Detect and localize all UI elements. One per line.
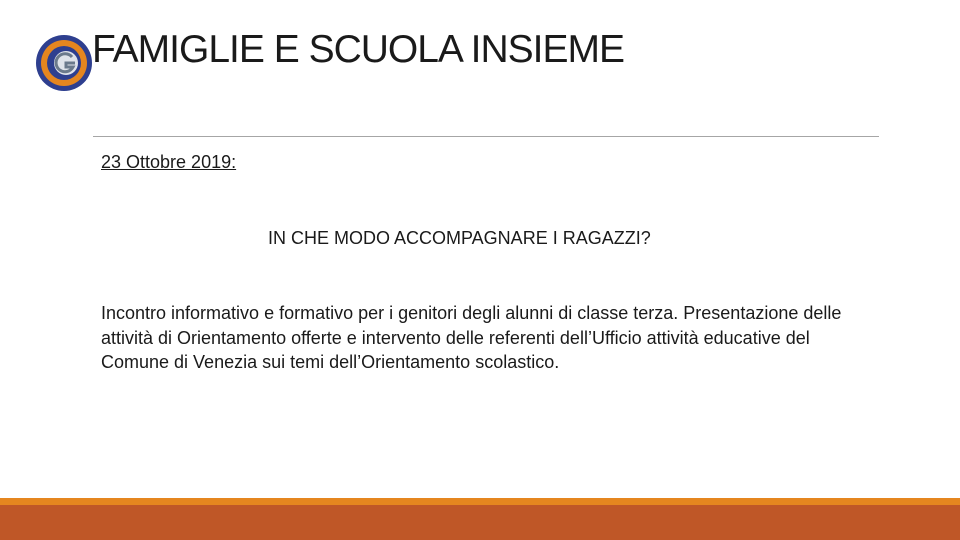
event-date: 23 Ottobre 2019: <box>101 152 237 172</box>
footer-bar <box>0 505 960 540</box>
title-divider <box>93 136 879 137</box>
school-logo-icon <box>34 33 94 93</box>
page-title: FAMIGLIE E SCUOLA INSIEME <box>92 28 624 71</box>
description-paragraph: Incontro informativo e formativo per i genitori degli alunni di classe terza. Presentazione delle attività di Orientamento offerte e intervento delle referenti dell’Ufficio attività educative del Comune di Venezia sui temi dell’Orientamento scolastico. <box>101 303 842 372</box>
subtitle-question: IN CHE MODO ACCOMPAGNARE I RAGAZZI? <box>268 228 651 248</box>
footer-accent-bar <box>0 498 960 505</box>
